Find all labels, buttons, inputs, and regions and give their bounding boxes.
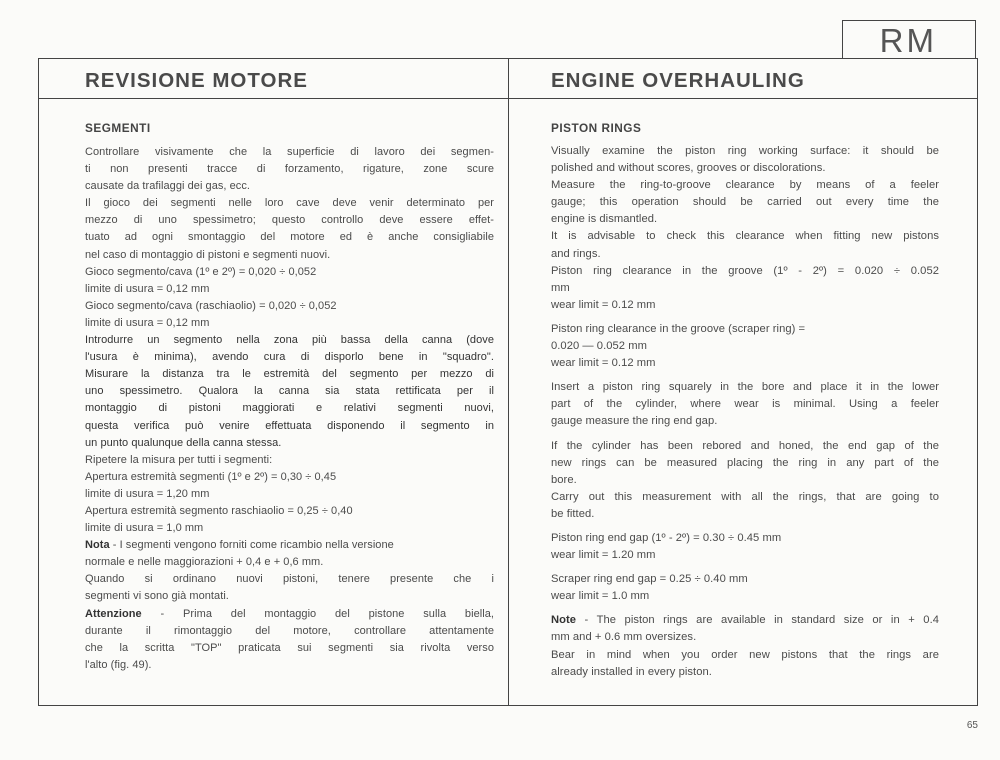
spec-line: mm bbox=[551, 281, 570, 294]
spec-line: Piston ring clearance in the groove (1º - 2º) = 0.020 ÷ 0.052 bbox=[551, 264, 939, 277]
paragraph-line: bore. bbox=[551, 473, 577, 486]
paragraph-line: Ripetere la misura per tutti i segmenti: bbox=[85, 453, 273, 466]
paragraph-line: segmenti vi sono già montati. bbox=[85, 590, 229, 603]
spec-line: Apertura estremità segmento raschiaolio = 0,25 ÷ 0,40 bbox=[85, 504, 353, 517]
paragraph-line: new rings can be measured placing the ring in any part of the bbox=[551, 456, 939, 469]
paragraph-line: If the cylinder has been rebored and honed, the end gap of the bbox=[551, 439, 939, 452]
italian-header bbox=[39, 59, 508, 99]
english-body bbox=[509, 99, 977, 681]
note-text: The piston rings are available in standard size or in + 0.4 bbox=[596, 614, 940, 627]
paragraph-line: tuato ad ogni smontaggio del motore ed è anche consigliabile bbox=[85, 231, 494, 244]
paragraph-line: l'alto (fig. 49). bbox=[85, 658, 152, 671]
english-column bbox=[509, 59, 977, 705]
paragraph-line: be fitted. bbox=[551, 507, 595, 520]
brand-box bbox=[842, 20, 976, 58]
english-title: ENGINE OVERHAULING bbox=[551, 68, 805, 92]
italian-column bbox=[39, 59, 509, 705]
paragraph-line: l'usura è minima), avendo cura di disporlo bene in "squadro". bbox=[85, 351, 494, 364]
paragraph-line: It is advisable to check this clearance when fitting new pistons bbox=[551, 230, 939, 243]
note-label: Note bbox=[551, 614, 577, 627]
spec-line: Scraper ring end gap = 0.25 ÷ 0.40 mm bbox=[551, 573, 748, 586]
paragraph-line: Controllare visivamente che la superficie di lavoro dei segmen- bbox=[85, 146, 494, 158]
spec-line: wear limit = 1.20 mm bbox=[551, 549, 656, 562]
paragraph-line: part of the cylinder, where wear is minimal. Using a feeler bbox=[551, 398, 939, 411]
spec-line: limite di usura = 0,12 mm bbox=[85, 282, 210, 295]
spec-line: wear limit = 1.0 mm bbox=[551, 590, 650, 603]
paragraph-line: normale e nelle maggiorazioni + 0,4 e + 0,6 mm. bbox=[85, 556, 324, 569]
note-text: I segmenti vengono forniti come ricambio nella versione bbox=[119, 539, 394, 552]
spec-line: 0.020 — 0.052 mm bbox=[551, 340, 647, 353]
paragraph-line: Visually examine the piston ring working surface: it should be bbox=[551, 145, 939, 157]
paragraph-line: Insert a piston ring squarely in the bore and place it in the lower bbox=[551, 381, 939, 394]
paragraph-line: Carry out this measurement with all the rings, that are going to bbox=[551, 490, 939, 503]
paragraph-line: gauge measure the ring end gap. bbox=[551, 415, 718, 428]
spec-line: Gioco segmento/cava (1º e 2º) = 0,020 ÷ 0,052 bbox=[85, 265, 317, 278]
paragraph-line: engine is dismantled. bbox=[551, 213, 658, 226]
brand-logo: RM bbox=[879, 22, 937, 59]
paragraph-line: questa verifica può venire effettuata disponendo il segmento in bbox=[85, 419, 494, 432]
paragraph-line: already installed in every piston. bbox=[551, 665, 712, 678]
paragraph-line: ti non presenti tracce di forzamento, rigature, zone scure bbox=[85, 163, 494, 176]
paragraph-line: nel caso di montaggio di pistoni e segmenti nuovi. bbox=[85, 248, 331, 261]
paragraph-line: polished and without scores, grooves or discolorations. bbox=[551, 162, 826, 175]
page-frame bbox=[38, 58, 978, 706]
italian-title: REVISIONE MOTORE bbox=[85, 68, 308, 92]
spec-line: wear limit = 0.12 mm bbox=[551, 357, 656, 370]
english-header bbox=[509, 59, 977, 99]
attention-text: Prima del montaggio del pistone sulla biella, bbox=[183, 607, 494, 620]
spec-line: limite di usura = 0,12 mm bbox=[85, 316, 210, 329]
note-line: Note - The piston rings are available in standard size or in + 0.4 bbox=[551, 614, 940, 627]
spec-line: Gioco segmento/cava (raschiaolio) = 0,020 ÷ 0,052 bbox=[85, 299, 337, 312]
paragraph-line: Misurare la distanza tra le estremità del segmento per mezzo di bbox=[85, 368, 494, 381]
english-section-title: PISTON RINGS bbox=[551, 121, 642, 135]
paragraph-line: Il gioco dei segmenti nelle loro cave deve venir determinato per bbox=[85, 197, 494, 210]
spec-line: Piston ring clearance in the groove (scraper ring) = bbox=[551, 322, 806, 335]
paragraph-line: durante il rimontaggio del motore, controllare attentamente bbox=[85, 624, 494, 637]
paragraph-line: un punto qualunque della canna stessa. bbox=[85, 436, 282, 449]
note-label: Nota bbox=[85, 539, 110, 552]
italian-body bbox=[39, 99, 508, 674]
paragraph-line: mezzo di uno spessimetro; questo controllo deve essere effet- bbox=[85, 214, 494, 227]
paragraph-line: Bear in mind when you order new pistons that the rings are bbox=[551, 648, 939, 661]
paragraph-line: causate da trafilaggi dei gas, ecc. bbox=[85, 180, 251, 193]
paragraph-line: mm and + 0.6 mm oversizes. bbox=[551, 631, 697, 644]
attention-line: Attenzione - Prima del montaggio del pistone sulla biella, bbox=[85, 607, 494, 620]
note-line: Nota - I segmenti vengono forniti come ricambio nella versione bbox=[85, 539, 394, 552]
spec-line: limite di usura = 1,20 mm bbox=[85, 487, 210, 500]
paragraph-line: uno spessimetro. Qualora la canna sia stata rettificata per il bbox=[85, 385, 494, 398]
paragraph-line: and rings. bbox=[551, 247, 601, 260]
paragraph-line: Quando si ordinano nuovi pistoni, tenere presente che i bbox=[85, 573, 494, 586]
spec-line: Apertura estremità segmenti (1º e 2º) = 0,30 ÷ 0,45 bbox=[85, 470, 337, 483]
spec-line: limite di usura = 1,0 mm bbox=[85, 522, 204, 535]
italian-section-title: SEGMENTI bbox=[85, 121, 151, 135]
paragraph-line: gauge; this operation should be carried out every time the bbox=[551, 196, 939, 209]
paragraph-line: che la scritta "TOP" praticata sui segmenti sia rivolta verso bbox=[85, 641, 494, 654]
attention-label: Attenzione bbox=[85, 607, 142, 620]
spec-line: wear limit = 0.12 mm bbox=[551, 298, 656, 311]
paragraph-line: Introdurre un segmento nella zona più bassa della canna (dove bbox=[85, 334, 494, 347]
page-number: 65 bbox=[966, 720, 978, 731]
paragraph-line: Measure the ring-to-groove clearance by means of a feeler bbox=[551, 179, 939, 192]
spec-line: Piston ring end gap (1º - 2º) = 0.30 ÷ 0.45 mm bbox=[551, 531, 782, 544]
paragraph-line: montaggio di pistoni maggiorati e relativi segmenti nuovi, bbox=[85, 402, 494, 415]
